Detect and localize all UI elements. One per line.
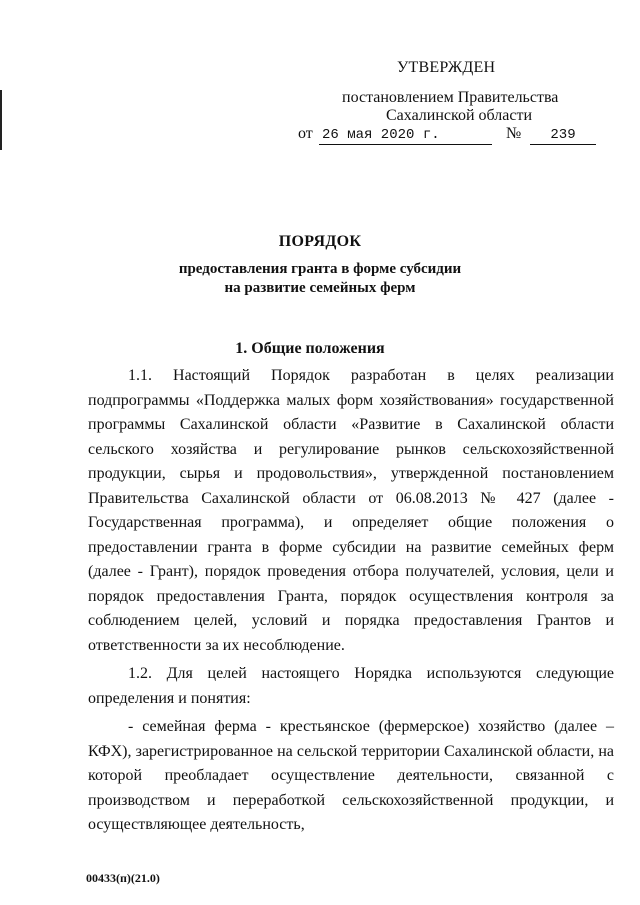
document-subtitle-line-1: предоставления гранта в форме субсидии: [178, 261, 462, 277]
approval-date: 26 мая 2020 г.: [319, 126, 492, 145]
body-text: [88, 364, 614, 838]
section-heading: 1. Общие положения: [235, 340, 385, 357]
approval-number: 239: [530, 126, 596, 145]
document-subtitle-line-2: на развитие семейных ферм: [224, 280, 416, 296]
paragraph-definition: - семейная ферма - крестьянское (фермерское) хозяйство (далее – КФХ), зарегистрированное на сельской территории Сахалинской области, на которой преобладает осуществление деятельности, связанной с производством и переработкой сельскохозяйственной продукции, и осуществляющее деятельность,: [88, 718, 614, 833]
approval-line-1: постановлением Правительства: [342, 89, 559, 106]
paragraph-1-2: 1.2. Для целей настоящего Норядка используются следующие определения и понятия:: [88, 665, 614, 707]
document-title: ПОРЯДОК: [278, 233, 362, 250]
scan-edge-mark: [0, 90, 2, 150]
number-label: №: [506, 125, 522, 142]
date-label: от: [298, 125, 313, 142]
footer-code: 00433(п)(21.0): [86, 871, 160, 885]
approval-line-2: Сахалинской области: [386, 107, 533, 124]
approval-title: УТВЕРЖДЕН: [397, 59, 496, 76]
paragraph-1-1: 1.1. Настоящий Порядок разработан в целях реализации подпрограммы «Поддержка малых форм хозяйствования» государственной программы Сахалинской области «Развитие в Сахалинской области сельского хозяйства и регулирование рынков сельскохозяйственной продукции, сырья и продовольствия», утвержденной постановлением Правительства Сахалинской области от 06.08.2013 № 427 (далее - Государственная программа), и определяет общие положения о предоставлении гранта в форме субсидии на развитие семейных ферм (далее - Грант), порядок проведения отбора получателей, условия, цели и порядок предоставления Гранта, порядок осуществления контроля за соблюдением целей, условий и порядка предоставления Грантов и ответственности за их несоблюдение.: [88, 367, 614, 654]
